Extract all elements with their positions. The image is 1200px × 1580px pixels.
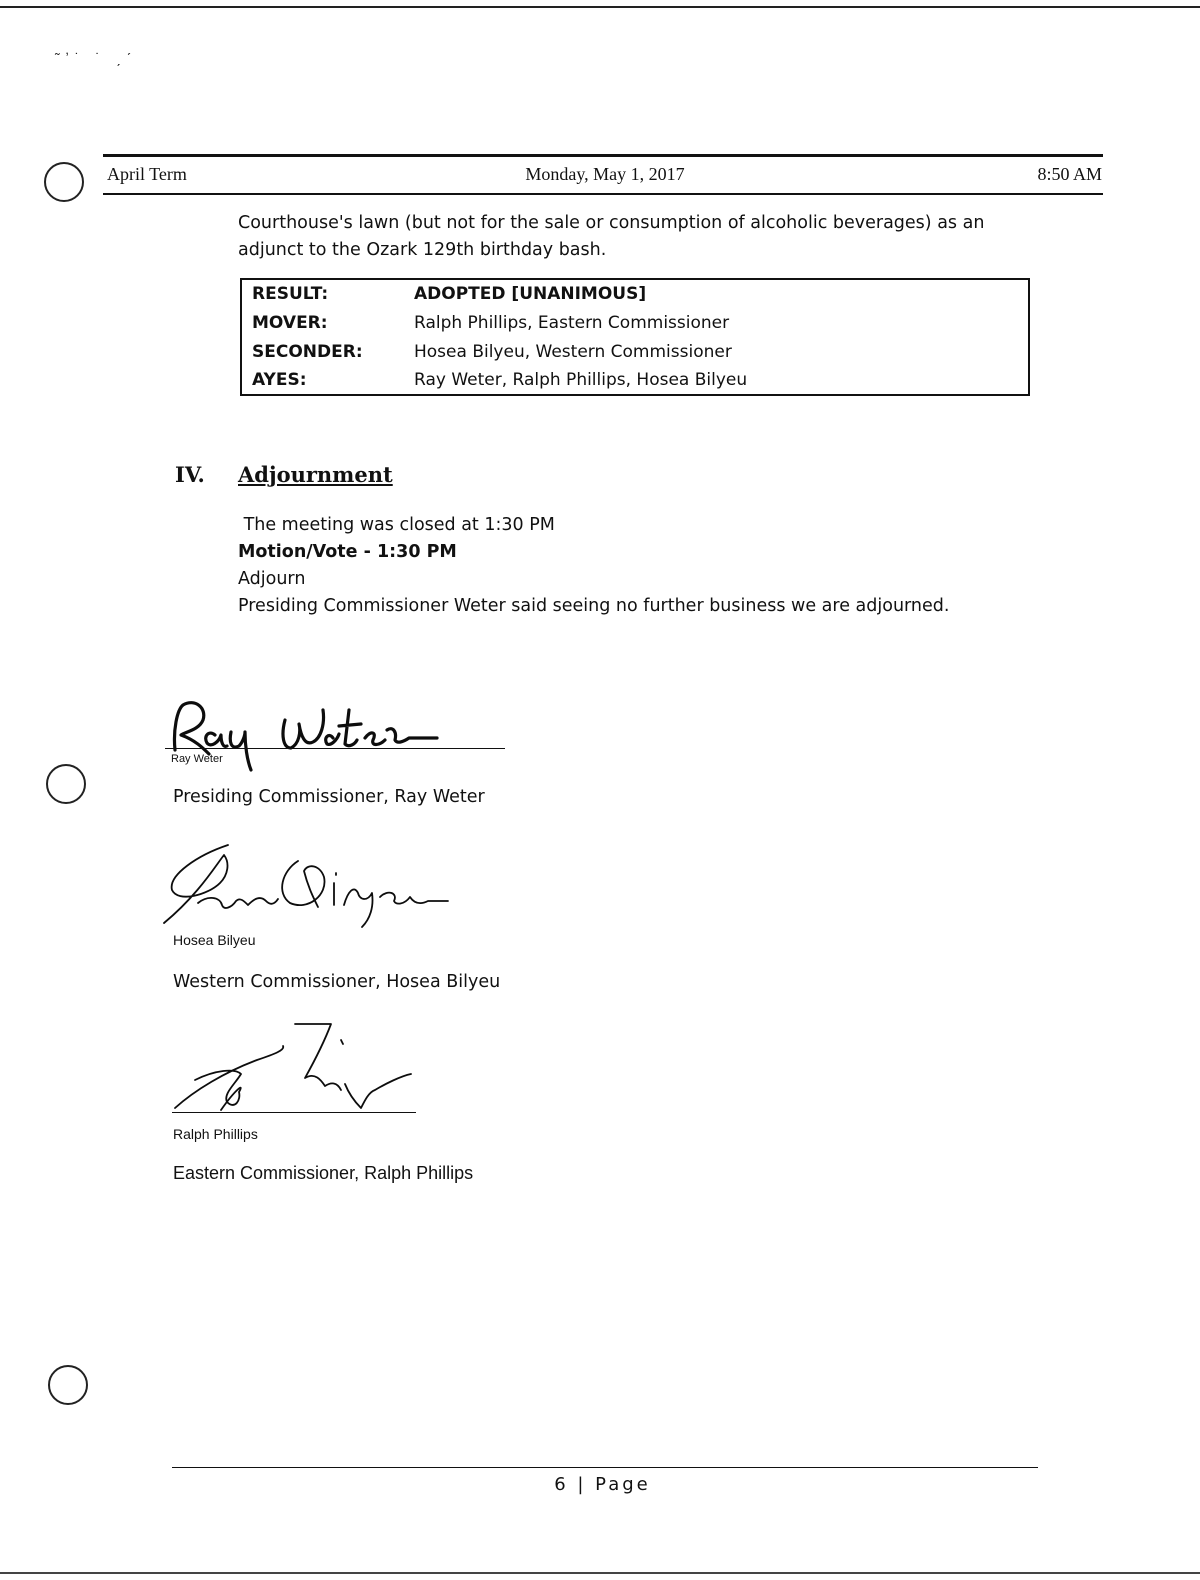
header-time: 8:50 AM (1037, 164, 1102, 184)
header-rule-top (103, 154, 1103, 157)
signature-printed-name: Hosea Bilyeu (173, 932, 256, 948)
motion-vote-line: Motion/Vote - 1:30 PM (238, 542, 457, 562)
header-date: Monday, May 1, 2017 (525, 164, 685, 184)
scan-top-edge (0, 6, 1200, 8)
adjournment-line: The meeting was closed at 1:30 PM (238, 515, 555, 535)
signature-printed-name: Ralph Phillips (173, 1126, 258, 1142)
continuation-paragraph: Courthouse's lawn (but not for the sale or consumption of alcoholic beverages) as an adjunct to the Ozark 129th birthday bash. (238, 213, 985, 260)
adjourn-line: Adjourn (238, 569, 306, 589)
vote-result-table (240, 278, 1030, 396)
result-row (252, 284, 1022, 313)
result-value: ADOPTED [UNANIMOUS] (414, 284, 647, 304)
signature-line (172, 1112, 416, 1113)
mover-value: Ralph Phillips, Eastern Commissioner (414, 313, 730, 333)
scan-bottom-edge (0, 1572, 1200, 1574)
punch-hole-bottom (48, 1365, 88, 1405)
signature-title: Eastern Commissioner, Ralph Phillips (173, 1163, 474, 1183)
signature-line (165, 748, 505, 749)
signature-printed-name: Ray Weter (171, 753, 223, 765)
seconder-row (252, 342, 1022, 371)
header-rule-bottom (103, 193, 1103, 195)
signature-ralph-phillips (165, 1020, 435, 1120)
page-number: 6 | Page (554, 1474, 651, 1495)
mover-row (252, 313, 1022, 342)
section-number: IV. (175, 462, 205, 487)
scan-specks: ˜ʼ˙ ˙ ˏˊ (55, 50, 138, 66)
seconder-value: Hosea Bilyeu, Western Commissioner (414, 342, 732, 362)
closing-statement: Presiding Commissioner Weter said seeing no further business we are adjourned. (238, 596, 950, 616)
section-title: Adjournment (238, 462, 393, 487)
punch-hole-middle (46, 764, 86, 804)
seconder-label: SECONDER: (252, 342, 363, 362)
ayes-label: AYES: (252, 370, 307, 390)
header-term: April Term (107, 164, 187, 184)
mover-label: MOVER: (252, 313, 328, 333)
signature-ray-weter (165, 680, 465, 780)
signature-title: Western Commissioner, Hosea Bilyeu (173, 972, 501, 992)
signature-title: Presiding Commissioner, Ray Weter (173, 787, 485, 807)
signature-hosea-bilyeu (158, 835, 458, 935)
result-label: RESULT: (252, 284, 329, 304)
ayes-row (252, 370, 1022, 399)
footer-rule (172, 1467, 1038, 1468)
ayes-value: Ray Weter, Ralph Phillips, Hosea Bilyeu (414, 370, 748, 390)
